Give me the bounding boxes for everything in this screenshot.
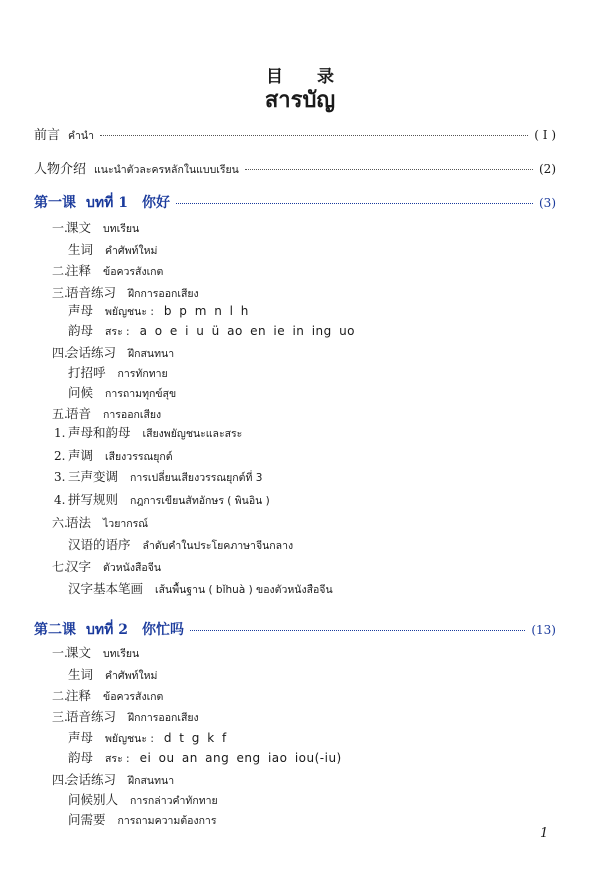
subitem-number: 四.	[52, 773, 68, 787]
subitem-label-th: การถามความต้องการ	[117, 815, 217, 827]
subitem-label-cn: 语法	[66, 515, 92, 530]
entry-page-number: (3)	[539, 196, 556, 210]
subitem-number: 三.	[52, 286, 68, 300]
toc-entry-preface[interactable]	[34, 124, 556, 144]
toc-subitem[interactable]	[68, 665, 157, 683]
subitem-label-th: บทเรียน	[103, 648, 140, 660]
dot-leader	[176, 203, 533, 204]
toc-subitem[interactable]	[52, 343, 174, 361]
subitem-number: 三.	[52, 710, 68, 724]
subitem-label-cn: 打招呼	[68, 365, 106, 380]
subitem-label-cn: 生词	[68, 242, 94, 257]
subitem-label-th: เสียงพยัญชนะและสระ	[142, 428, 243, 440]
subitem-label-th: การออกเสียง	[103, 409, 162, 421]
entry-label-cn: 人物介绍	[34, 162, 87, 177]
toc-subitem[interactable]	[52, 404, 161, 422]
entry-page-number: (2)	[539, 162, 556, 176]
subitem-number: 二.	[52, 689, 68, 703]
subitem-label-cn: 会话练习	[66, 345, 117, 360]
subitem-label-cn: 声调	[68, 448, 94, 463]
subitem-label-cn: 声母和韵母	[68, 425, 131, 440]
subitem-label-cn: 汉字基本笔画	[68, 581, 144, 596]
toc-subitem[interactable]	[68, 728, 227, 746]
lesson-number-th: บทที่ 1	[86, 195, 128, 211]
toc-subitem[interactable]	[68, 810, 216, 828]
subitem-label-th: ฝึกสนทนา	[128, 348, 175, 360]
subitem-label-cn: 语音	[66, 406, 92, 421]
subitem-label-cn: 课文	[66, 220, 92, 235]
subitem-number: 一.	[52, 221, 68, 235]
subitem-number: 四.	[52, 346, 68, 360]
toc-entry-lesson-2[interactable]	[34, 619, 556, 639]
subitem-number: 1.	[54, 426, 66, 440]
subitem-label-cn: 三声变调	[68, 469, 119, 484]
dot-leader	[245, 169, 533, 170]
lesson-number-cn: 第二课	[34, 622, 76, 638]
subitem-label-th: ลำดับคำในประโยคภาษาจีนกลาง	[142, 540, 294, 552]
lesson-number-th: บทที่ 2	[86, 622, 128, 638]
toc-subitem[interactable]	[52, 643, 139, 661]
subitem-label-th: เสียงวรรณยุกต์	[105, 451, 173, 463]
subitem-label-th: สระ :	[105, 753, 130, 765]
toc-entry-characters[interactable]	[34, 158, 556, 178]
entry-label-th: คำนำ	[68, 130, 95, 142]
subitem-label-cn: 注释	[66, 263, 92, 278]
subitem-label-cn: 问候别人	[68, 792, 119, 807]
entry-page-number: (13)	[531, 623, 556, 637]
subitem-label-th: ตัวหนังสือจีน	[103, 562, 162, 574]
toc-subitem[interactable]	[54, 467, 262, 485]
lesson-title: 你好	[141, 195, 170, 211]
toc-subitem[interactable]	[52, 707, 199, 725]
subitem-label-cn: 语音练习	[66, 285, 117, 300]
subitem-pinyin: d t g k f	[163, 731, 227, 745]
subitem-label-cn: 声母	[68, 303, 94, 318]
subitem-label-cn: 韵母	[68, 750, 94, 765]
toc-subitem[interactable]	[68, 748, 342, 766]
toc-subitem[interactable]	[68, 321, 355, 339]
lesson-number-cn: 第一课	[34, 195, 76, 211]
toc-title-thai: สารบัญ	[264, 87, 336, 113]
subitem-label-th: ข้อควรสังเกต	[103, 691, 164, 703]
toc-subitem[interactable]	[52, 513, 148, 531]
subitem-label-th: ฝึกการออกเสียง	[128, 712, 199, 724]
dot-leader	[100, 135, 528, 136]
subitem-label-th: พยัญชนะ :	[105, 306, 154, 318]
subitem-label-cn: 声母	[68, 730, 94, 745]
entry-label-th: แนะนำตัวละครหลักในแบบเรียน	[94, 164, 239, 176]
entry-label-cn: 前言	[34, 128, 61, 143]
subitem-number: 五.	[52, 407, 68, 421]
subitem-pinyin: ei ou an ang eng iao iou(-iu)	[139, 751, 342, 765]
subitem-label-th: เส้นพื้นฐาน ( bǐhuà ) ของตัวหนังสือจีน	[155, 584, 333, 596]
subitem-label-th: สระ :	[105, 326, 130, 338]
toc-subitem[interactable]	[52, 283, 199, 301]
toc-title-chinese: 目 录	[266, 67, 348, 87]
subitem-number: 六.	[52, 516, 68, 530]
toc-subitem[interactable]	[68, 790, 218, 808]
subitem-label-cn: 问需要	[68, 812, 106, 827]
subitem-label-th: การถามทุกข์สุข	[105, 388, 177, 400]
subitem-number: 七.	[52, 560, 68, 574]
toc-subitem[interactable]	[68, 240, 157, 258]
subitem-label-th: บทเรียน	[103, 223, 140, 235]
subitem-label-cn: 韵母	[68, 323, 94, 338]
subitem-number: 4.	[54, 493, 66, 507]
subitem-label-cn: 拼写规则	[68, 492, 119, 507]
toc-subitem[interactable]	[68, 383, 176, 401]
dot-leader	[190, 630, 525, 631]
toc-subitem[interactable]	[52, 770, 174, 788]
subitem-label-cn: 汉字	[66, 559, 92, 574]
subitem-label-th: พยัญชนะ :	[105, 733, 154, 745]
subitem-label-th: คำศัพท์ใหม่	[105, 245, 158, 257]
toc-subitem[interactable]	[68, 301, 249, 319]
toc-subitem[interactable]	[52, 686, 163, 704]
subitem-label-th: การเปลี่ยนเสียงวรรณยุกต์ที่ 3	[130, 472, 263, 484]
subitem-label-cn: 问候	[68, 385, 94, 400]
subitem-label-th: ฝึกการออกเสียง	[128, 288, 199, 300]
subitem-label-cn: 生词	[68, 667, 94, 682]
subitem-label-cn: 课文	[66, 645, 92, 660]
toc-subitem[interactable]	[54, 490, 270, 508]
toc-subitem[interactable]	[68, 363, 168, 381]
subitem-label-cn: 汉语的语序	[68, 537, 131, 552]
toc-subitem[interactable]	[52, 218, 139, 236]
toc-subitem[interactable]	[54, 446, 173, 464]
subitem-label-th: ไวยากรณ์	[103, 518, 148, 530]
entry-page-number: ( I )	[534, 128, 556, 142]
subitem-label-th: ข้อควรสังเกต	[103, 266, 164, 278]
subitem-pinyin: a o e i u ü ao en ie in ing uo	[139, 324, 356, 338]
toc-subitem[interactable]	[68, 579, 333, 597]
page-folio: 1	[540, 826, 549, 841]
toc-subitem[interactable]	[52, 557, 161, 575]
subitem-number: 一.	[52, 646, 68, 660]
subitem-number: 2.	[54, 449, 66, 463]
toc-subitem[interactable]	[68, 535, 293, 553]
subitem-number: 3.	[54, 470, 66, 484]
subitem-label-th: การกล่าวคำทักทาย	[130, 795, 218, 807]
lesson-title: 你忙吗	[141, 622, 184, 638]
toc-subitem[interactable]	[52, 261, 163, 279]
toc-subitem[interactable]	[54, 423, 242, 441]
subitem-label-th: ฝึกสนทนา	[128, 775, 175, 787]
subitem-label-cn: 注释	[66, 688, 92, 703]
subitem-label-th: การทักทาย	[117, 368, 168, 380]
subitem-pinyin: b p m n l h	[163, 304, 249, 318]
toc-entry-lesson-1[interactable]	[34, 192, 556, 212]
subitem-label-th: กฎการเขียนสัทอักษร ( พินอิน )	[130, 495, 270, 507]
subitem-label-cn: 会话练习	[66, 772, 117, 787]
subitem-label-th: คำศัพท์ใหม่	[105, 670, 158, 682]
subitem-label-cn: 语音练习	[66, 709, 117, 724]
subitem-number: 二.	[52, 264, 68, 278]
